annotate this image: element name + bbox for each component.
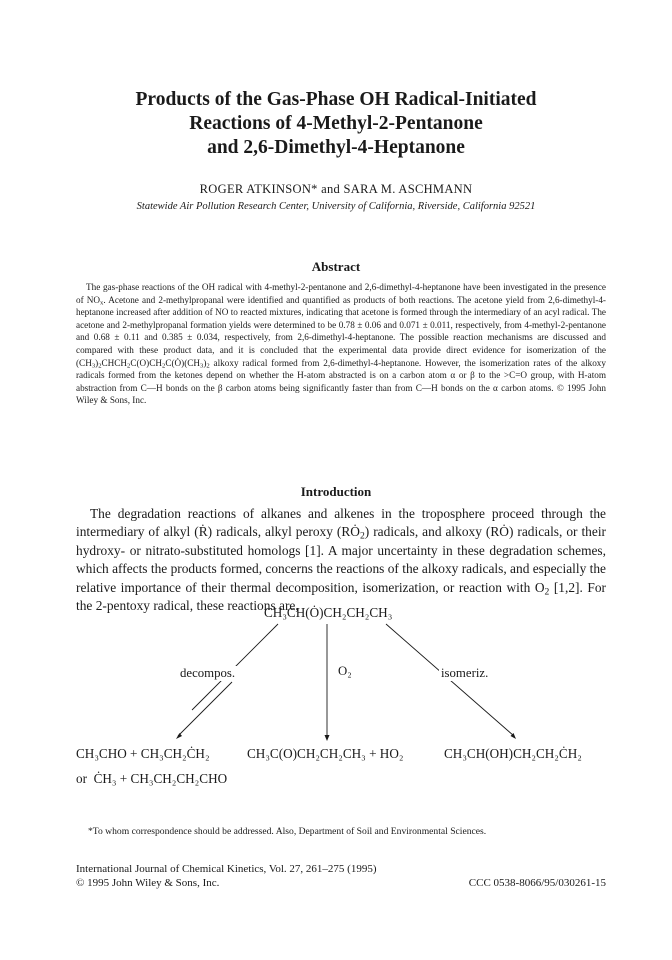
ccc-code: CCC 0538-8066/95/030261-15 (468, 876, 606, 889)
decomp-arrowhead (176, 733, 182, 739)
product-isomerization: CH₃CH(OH)CH₂CH₂ĊH₂ (444, 746, 582, 761)
introduction-heading: Introduction (300, 484, 372, 499)
title-line-1: Products of the Gas-Phase OH Radical-Initiated (135, 89, 537, 110)
label-o2: O₂ (338, 664, 352, 678)
abstract-heading: Abstract (311, 259, 361, 274)
journal-info (76, 863, 606, 890)
scheme-reactant: CH₃CH(Ȯ)CH₂CH₂CH₃ (264, 605, 393, 620)
label-isomeriz: isomeriz. (441, 666, 489, 680)
affiliation: Statewide Air Pollution Research Center, University of California, Riverside, California 92521 (136, 201, 536, 212)
o2-arrowhead (325, 735, 330, 741)
product-o2: CH₃C(O)CH₂CH₂CH₃ + HO₂ (247, 746, 404, 761)
authors: ROGER ATKINSON* and SARA M. ASCHMANN (199, 182, 473, 196)
abstract-text: The gas-phase reactions of the OH radical with 4-methyl-2-pentanone and 2,6-dimethyl-4-heptanone have been investigated in the presence of $NO_x$. Acetone and 2-methylpropanal were identified and quantified as products of both reactions. The acetone yield from 2,6-dimethyl-4-heptanone increased after addition of NO to reacted mixtures, indicating that acetone is formed through the intermediary of an acyl radical. The acetone and 2-methylpropanal formation yields were determined to be 0.78 ± 0.06 and 0.071 ± 0.011, respectively, from 4-methyl-2-pentanone and 0.68 ± 0.11 and 0.385 ± 0.034, respectively, from 2,6-dimethyl-4-heptanone. The possible reaction mechanisms are discussed and compared with these product data, and it is concluded that the experimental data provide direct evidence for isomerization of the $(CH_3)_2CHCH_2C(O)CH_2C(Ȯ)(CH_3)_2$ alkoxy radical formed from 2,6-dimethyl-4-heptanone. However, the isomerization rates of the alkoxy radicals formed from the ketones depend on whether the H-atom abstracted is on a carbon atom α or β to the >C=O group, with H-atom abstraction from C—H bonds on the β carbon atoms being significantly faster than from C—H bonds on the α carbon atoms. © 1995 John Wiley & Sons, Inc. (76, 282, 606, 406)
title-line-2: Reactions of 4-Methyl-2-Pentanone (189, 113, 483, 134)
title-line-3: and 2,6-Dimethyl-4-Heptanone (207, 137, 465, 158)
decomp-arrow (178, 682, 232, 736)
journal-citation: International Journal of Chemical Kinetics, Vol. 27, 261–275 (1995) (76, 863, 377, 875)
product-decomposition: CH₃CHO + CH₃CH₂ĊH₂ (76, 746, 210, 761)
footnote: *To whom correspondence should be addressed. Also, Department of Soil and Environmental Sciences. (88, 826, 487, 837)
product-alternative: or ĊH₃ + CH₃CH₂CH₂CHO (76, 771, 228, 786)
journal-copyright: © 1995 John Wiley & Sons, Inc. (76, 876, 220, 889)
introduction-text: The degradation reactions of alkanes and alkenes in the troposphere proceed through the intermediary of alkyl (Ṙ) radicals, alkyl peroxy $(RȮ_2)$ radicals, and alkoxy (RȮ) radicals, or their hydroxy- or nitrato-substituted homologs [1]. A major uncertainty in these degradation schemes, which affects the products formed, concerns the reactions of the alkoxy radicals, and especially the relative importance of their thermal decomposition, isomerization, or reaction with $O_2$ [1,2]. For the 2-pentoxy radical, these reactions are, (76, 506, 606, 614)
label-decompos: decompos. (180, 666, 236, 680)
